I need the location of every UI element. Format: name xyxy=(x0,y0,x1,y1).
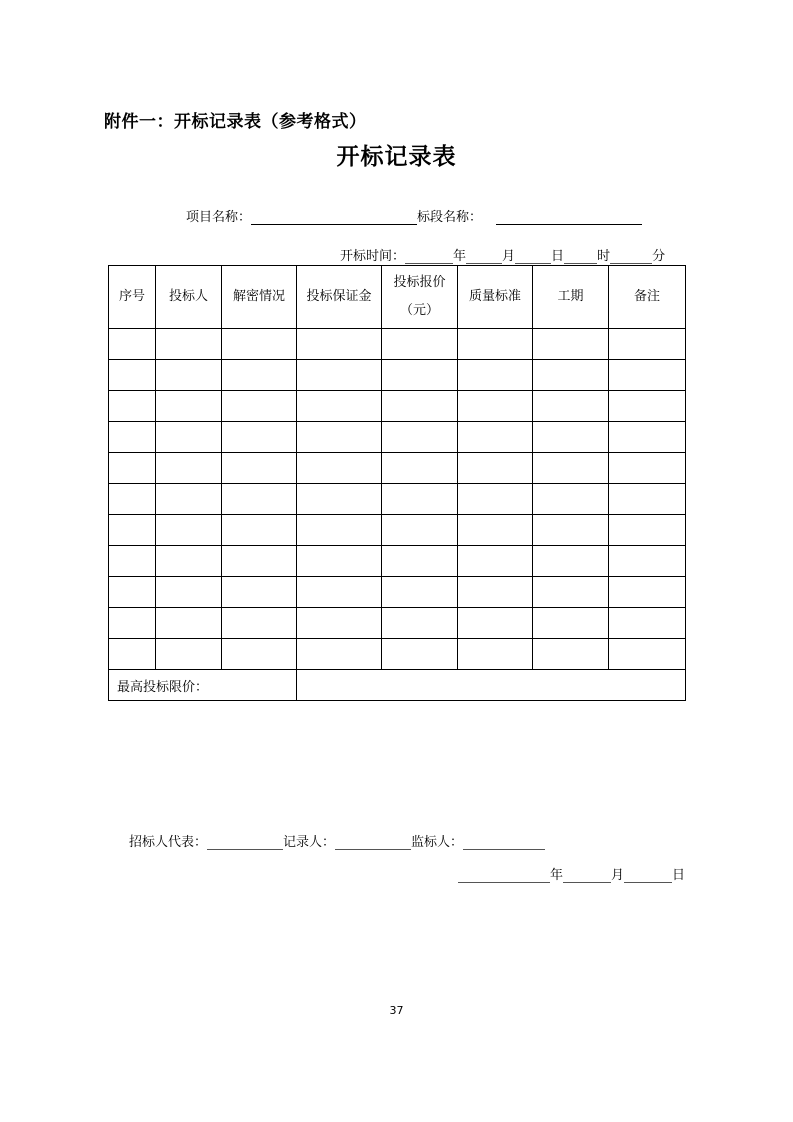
table-cell[interactable] xyxy=(382,484,458,515)
table-cell[interactable] xyxy=(222,360,297,391)
ceiling-price-label: 最高投标限价： xyxy=(109,670,297,701)
table-cell[interactable] xyxy=(533,453,609,484)
table-cell[interactable] xyxy=(609,422,686,453)
table-cell[interactable] xyxy=(382,639,458,670)
table-cell[interactable] xyxy=(109,639,156,670)
table-row xyxy=(109,484,686,515)
ceiling-price-cell[interactable] xyxy=(297,670,686,701)
table-cell[interactable] xyxy=(533,360,609,391)
table-cell[interactable] xyxy=(222,515,297,546)
recorder-label: 记录人： xyxy=(283,835,336,850)
table-cell[interactable] xyxy=(609,484,686,515)
header-remarks: 备注 xyxy=(609,266,686,329)
table-cell[interactable] xyxy=(533,484,609,515)
table-cell[interactable] xyxy=(382,453,458,484)
table-row xyxy=(109,453,686,484)
table-cell[interactable] xyxy=(297,329,382,360)
table-cell[interactable] xyxy=(609,639,686,670)
table-cell[interactable] xyxy=(458,329,533,360)
table-cell[interactable] xyxy=(109,391,156,422)
table-cell[interactable] xyxy=(156,577,222,608)
table-cell[interactable] xyxy=(382,360,458,391)
table-cell[interactable] xyxy=(297,546,382,577)
table-cell[interactable] xyxy=(533,329,609,360)
table-cell[interactable] xyxy=(109,360,156,391)
minute-blank xyxy=(610,263,652,264)
table-cell[interactable] xyxy=(533,608,609,639)
table-cell[interactable] xyxy=(156,639,222,670)
table-cell[interactable] xyxy=(609,329,686,360)
header-serial-no: 序号 xyxy=(109,266,156,329)
date-day-label: 日 xyxy=(672,868,686,883)
table-cell[interactable] xyxy=(609,453,686,484)
bid-opening-record-table xyxy=(108,265,686,701)
table-cell[interactable] xyxy=(297,484,382,515)
table-cell[interactable] xyxy=(297,422,382,453)
table-cell[interactable] xyxy=(609,577,686,608)
table-row xyxy=(109,577,686,608)
date-year-blank xyxy=(458,882,550,883)
table-cell[interactable] xyxy=(458,577,533,608)
table-cell[interactable] xyxy=(222,484,297,515)
day-label: 日 xyxy=(551,249,565,264)
page-title: 开标记录表 xyxy=(336,144,457,170)
table-cell[interactable] xyxy=(156,484,222,515)
section-name-blank xyxy=(496,224,642,225)
recorder-blank xyxy=(335,849,411,850)
table-cell[interactable] xyxy=(458,546,533,577)
table-cell[interactable] xyxy=(382,515,458,546)
table-cell[interactable] xyxy=(533,515,609,546)
signature-row xyxy=(129,831,545,850)
table-cell[interactable] xyxy=(156,360,222,391)
header-quality-standard: 质量标准 xyxy=(458,266,533,329)
table-row xyxy=(109,422,686,453)
table-cell[interactable] xyxy=(109,484,156,515)
table-cell[interactable] xyxy=(458,515,533,546)
table-cell[interactable] xyxy=(533,391,609,422)
table-cell[interactable] xyxy=(297,453,382,484)
date-day-blank xyxy=(624,882,672,883)
table-cell[interactable] xyxy=(156,608,222,639)
table-cell[interactable] xyxy=(458,639,533,670)
table-cell[interactable] xyxy=(109,422,156,453)
table-cell[interactable] xyxy=(222,329,297,360)
year-label: 年 xyxy=(453,249,467,264)
hour-label: 时 xyxy=(597,249,611,264)
table-row xyxy=(109,639,686,670)
table-row xyxy=(109,329,686,360)
table-cell[interactable] xyxy=(222,546,297,577)
month-label: 月 xyxy=(502,249,516,264)
table-cell[interactable] xyxy=(609,608,686,639)
table-cell[interactable] xyxy=(109,577,156,608)
ceiling-price-row xyxy=(109,670,686,701)
table-cell[interactable] xyxy=(222,422,297,453)
table-cell[interactable] xyxy=(297,391,382,422)
table-cell[interactable] xyxy=(222,639,297,670)
table-cell[interactable] xyxy=(458,484,533,515)
header-decryption-status: 解密情况 xyxy=(222,266,297,329)
hour-blank xyxy=(564,263,597,264)
header-bid-price xyxy=(382,266,458,329)
table-cell[interactable] xyxy=(609,360,686,391)
table-cell[interactable] xyxy=(297,515,382,546)
table-cell[interactable] xyxy=(222,577,297,608)
header-duration: 工期 xyxy=(533,266,609,329)
bid-price-unit: （元） xyxy=(399,303,439,318)
table-cell[interactable] xyxy=(109,546,156,577)
date-row xyxy=(458,864,685,883)
project-name-label: 项目名称： xyxy=(186,210,252,225)
tenderer-rep-blank xyxy=(207,849,283,850)
month-blank xyxy=(466,263,502,264)
table-cell[interactable] xyxy=(297,360,382,391)
supervisor-blank xyxy=(463,849,545,850)
table-cell[interactable] xyxy=(382,422,458,453)
table-cell[interactable] xyxy=(382,391,458,422)
date-month-blank xyxy=(563,882,611,883)
date-year-label: 年 xyxy=(550,868,564,883)
date-month-label: 月 xyxy=(611,868,625,883)
table-cell[interactable] xyxy=(156,515,222,546)
table-cell[interactable] xyxy=(222,391,297,422)
table-cell[interactable] xyxy=(156,329,222,360)
table-cell[interactable] xyxy=(458,608,533,639)
header-bidder: 投标人 xyxy=(156,266,222,329)
table-cell[interactable] xyxy=(156,422,222,453)
table-cell[interactable] xyxy=(222,608,297,639)
table-cell[interactable] xyxy=(382,577,458,608)
year-blank xyxy=(405,263,453,264)
table-cell[interactable] xyxy=(609,391,686,422)
table-cell[interactable] xyxy=(533,546,609,577)
table-cell[interactable] xyxy=(156,391,222,422)
table-cell[interactable] xyxy=(156,546,222,577)
table-cell[interactable] xyxy=(109,453,156,484)
table-row xyxy=(109,391,686,422)
table-cell[interactable] xyxy=(382,329,458,360)
table-cell[interactable] xyxy=(533,577,609,608)
table-cell[interactable] xyxy=(533,639,609,670)
table-cell[interactable] xyxy=(109,329,156,360)
table-row xyxy=(109,608,686,639)
bid-price-label: 投标报价 xyxy=(393,275,446,290)
table-cell[interactable] xyxy=(222,453,297,484)
section-name-label: 标段名称： xyxy=(417,210,483,225)
table-cell[interactable] xyxy=(609,515,686,546)
table-body xyxy=(109,329,686,670)
table-cell[interactable] xyxy=(458,360,533,391)
table-cell[interactable] xyxy=(382,608,458,639)
table-header-row xyxy=(109,266,686,329)
table-cell[interactable] xyxy=(109,608,156,639)
day-blank xyxy=(515,263,551,264)
table-cell[interactable] xyxy=(382,546,458,577)
opening-time-row xyxy=(340,245,665,264)
table-cell[interactable] xyxy=(297,639,382,670)
table-cell[interactable] xyxy=(297,608,382,639)
table-cell[interactable] xyxy=(458,422,533,453)
table-cell[interactable] xyxy=(297,577,382,608)
table-cell[interactable] xyxy=(609,546,686,577)
table-row xyxy=(109,360,686,391)
project-info-row xyxy=(186,206,642,225)
table-cell[interactable] xyxy=(458,391,533,422)
attachment-heading: 附件一：开标记录表（参考格式） xyxy=(104,112,367,132)
supervisor-label: 监标人： xyxy=(411,835,464,850)
table-row xyxy=(109,546,686,577)
table-cell[interactable] xyxy=(458,453,533,484)
table-row xyxy=(109,515,686,546)
table-cell[interactable] xyxy=(109,515,156,546)
page-number: 37 xyxy=(389,1004,404,1017)
header-bid-bond: 投标保证金 xyxy=(297,266,382,329)
minute-label: 分 xyxy=(652,249,666,264)
table-cell[interactable] xyxy=(156,453,222,484)
project-name-blank xyxy=(251,224,417,225)
table-cell[interactable] xyxy=(533,422,609,453)
tenderer-rep-label: 招标人代表： xyxy=(129,835,208,850)
opening-time-label: 开标时间： xyxy=(340,249,406,264)
